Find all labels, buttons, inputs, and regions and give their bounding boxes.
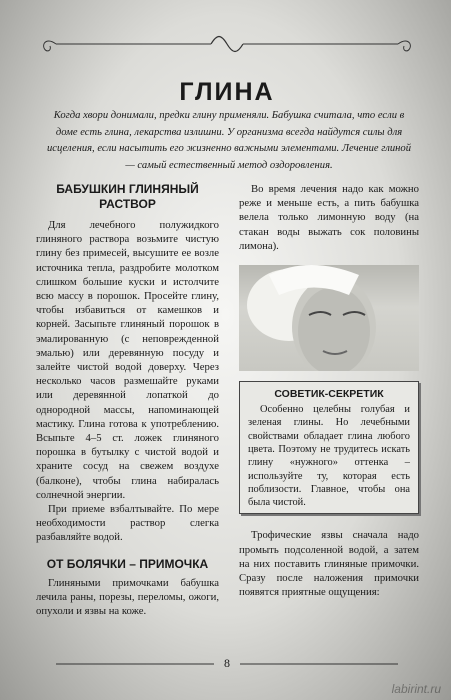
tip-sidebar xyxy=(239,381,419,514)
section-heading-compress: ОТ БОЛЯЧКИ – ПРИМОЧКА xyxy=(46,556,209,571)
paragraph: Глиняными примочками бабушка лечила раны, порезы, переломы, ожоги, опухоли и язвы на коже. xyxy=(36,576,219,618)
face-illustration xyxy=(239,265,419,371)
page-frame xyxy=(36,22,418,674)
left-column xyxy=(36,182,219,618)
paragraph: Для лечебного полужидкого глиняного раствора возьмите чистую глину без примесей, высушите ее возле источника тепла, раздробите молотком слишком большие куски и истолчите всю массу в порошок. Просейте глину, чтобы избавиться от камешков и корней. Засыпьте глиняный порошок в эмалированную (с неповрежденной эмалью) или деревянную посуду и залейте чистой водой доверху. Через несколько часов размешайте руками или деревянной лопаткой до однородной массы, напоминающей мастику. Глина готова к употреблению. Всыпьте 4–5 ст. ложек глиняного порошка в бутылку с чистой водой и храните сосуд на свежем воздухе (балконе), чтобы глина набиралась солнечной энергии. xyxy=(36,219,219,501)
photo-woman-clay-mask xyxy=(239,265,419,371)
page-title: ГЛИНА xyxy=(179,78,275,106)
intro-text: Когда хвори донимали, предки глину применяли. Бабушка считала, что если в доме есть глина, лекарства излишни. У организма всегда найдутся силы для исцеления, если насытить его жизненно важными элементами. Лечение глиной — самый естественный метод оздоровления. xyxy=(46,110,411,171)
watermark: labirint.ru xyxy=(391,682,441,696)
paragraph: Во время лечения надо как можно реже и меньше есть, а пить бабушка велела только лимонную воду (на стакан воды выжать сок половины лимона). xyxy=(239,183,419,252)
sidebar-title: СОВЕТИК-СЕКРЕТИК xyxy=(274,388,384,401)
paragraph: Трофические язвы сначала надо промыть подсоленной водой, а затем на них поставить глиняные примочки. Сразу после наложения примочки появятся приятные ощущения: xyxy=(239,529,419,599)
page-number-bar xyxy=(36,654,418,674)
right-column xyxy=(239,182,419,599)
page-number: 8 xyxy=(224,656,230,670)
section-heading-clay-solution: БАБУШКИН ГЛИНЯНЫЙ РАСТВОР xyxy=(56,182,199,211)
top-ornament xyxy=(36,22,418,62)
sidebar-text: Особенно целебны голубая и зеленая глины. Но лечебными свойствами обладает глина любого цвета. Поэтому не трудитесь искать глину «нужного» оттенка – используйте ту, которая есть поблизости. Главное, чтобы она была чистой. xyxy=(248,404,410,509)
paragraph: При приеме взбалтывайте. По мере необходимости раствор слегка разбавляйте водой. xyxy=(36,503,219,544)
